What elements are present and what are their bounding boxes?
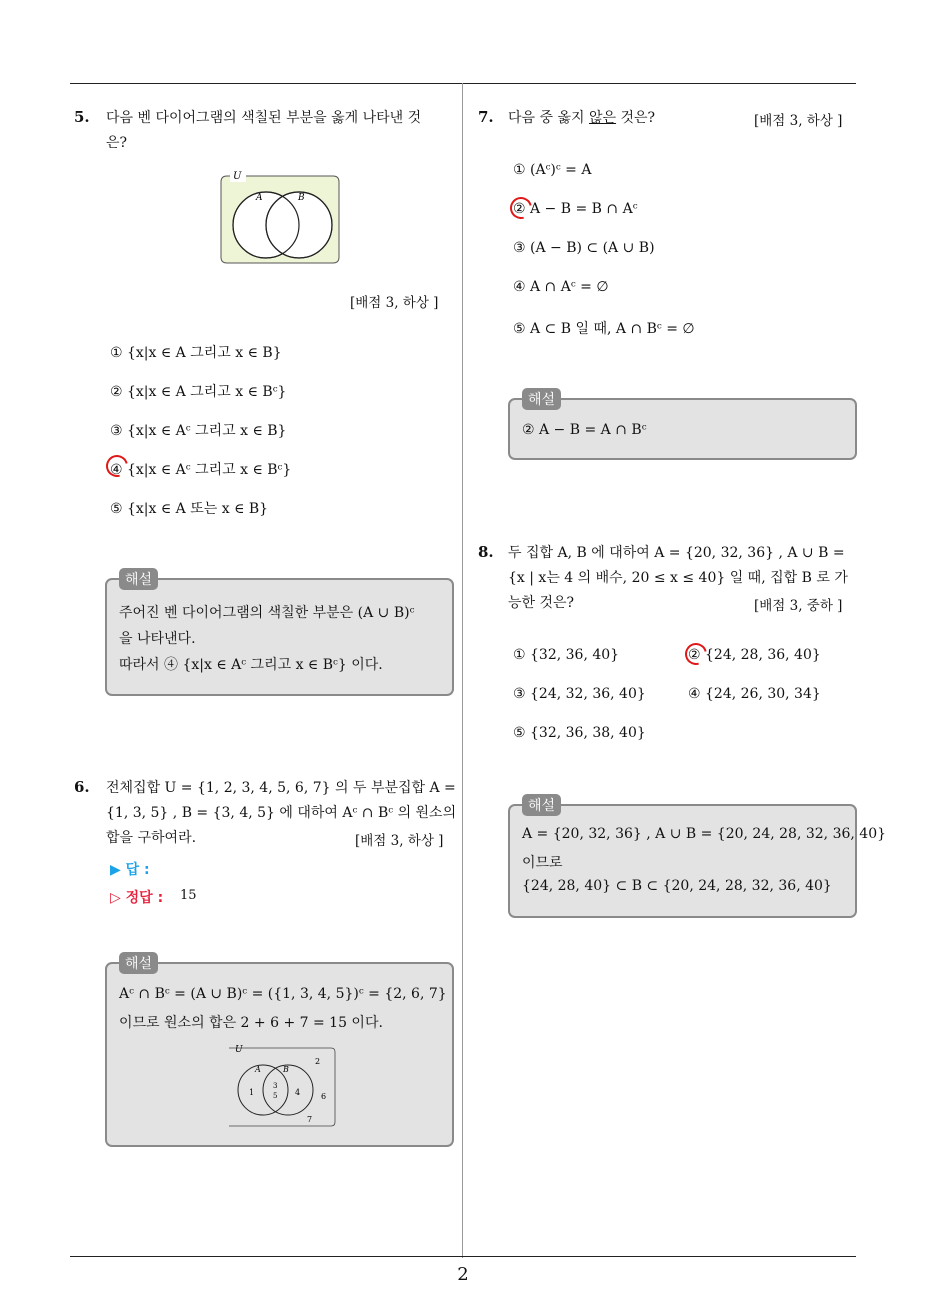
q8-choice-4[interactable]: ④ {24, 26, 30, 34} <box>688 686 821 702</box>
q5-venn-label-a: A <box>256 193 263 203</box>
q5-number: 5. <box>74 108 90 126</box>
q8-choice-2[interactable]: ② {24, 28, 36, 40} <box>688 647 821 663</box>
q7-text-post: 것은? <box>616 110 656 126</box>
q6-explanation-line1: Aᶜ ∩ Bᶜ = (A ∪ B)ᶜ = ({1, 3, 4, 5})ᶜ = {2, 6, 7} <box>119 986 447 1002</box>
q5-explanation-box <box>105 572 454 696</box>
q7-choice-3[interactable]: ③ (A − B) ⊂ (A ∪ B) <box>513 240 655 256</box>
q7-explanation-tag: 해설 <box>522 388 561 410</box>
q7-number: 7. <box>478 108 494 126</box>
q6-venn-label-a: A <box>255 1065 261 1074</box>
q5-explanation-line2: 을 나타낸다. <box>119 631 196 647</box>
q6-venn-num-7: 7 <box>307 1115 313 1124</box>
q7-choice-5[interactable]: ⑤ A ⊂ B 일 때, A ∩ Bᶜ = ∅ <box>513 321 695 337</box>
q8-explanation-line3: {24, 28, 40} ⊂ B ⊂ {20, 24, 28, 32, 36, 40} <box>522 878 832 894</box>
q6-number: 6. <box>74 778 90 796</box>
q6-venn-num-4: 4 <box>295 1088 301 1097</box>
page-number: 2 <box>457 1264 469 1285</box>
q5-venn-diagram <box>220 170 342 266</box>
top-rule <box>70 83 856 84</box>
q7-explanation-box <box>508 392 857 460</box>
q6-explanation-tag: 해설 <box>119 952 158 974</box>
q6-score: [배점 3, 하상 ] <box>355 833 444 849</box>
q5-explanation-line1: 주어진 벤 다이어그램의 색칠한 부분은 (A ∪ B)ᶜ <box>119 605 415 621</box>
q8-choice-5[interactable]: ⑤ {32, 36, 38, 40} <box>513 725 646 741</box>
q8-choice-3[interactable]: ③ {24, 32, 36, 40} <box>513 686 646 702</box>
q5-explanation-line3: 따라서 ④ {x|x ∈ Aᶜ 그리고 x ∈ Bᶜ} 이다. <box>119 657 383 673</box>
q6-explanation-box <box>105 956 454 1147</box>
q5-choice-1[interactable]: ① {x|x ∈ A 그리고 x ∈ B} <box>110 345 282 361</box>
q8-choice-1[interactable]: ① {32, 36, 40} <box>513 647 620 663</box>
q7-explanation-line1: ② A − B = A ∩ Bᶜ <box>522 422 647 438</box>
q6-venn-label-u: U <box>235 1045 243 1055</box>
q6-text-line2: {1, 3, 5} , B = {3, 4, 5} 에 대하여 Aᶜ ∩ Bᶜ 의 원소의 <box>106 805 457 821</box>
q6-venn-label-b: B <box>283 1065 289 1074</box>
q7-choice-2[interactable]: ② A − B = B ∩ Aᶜ <box>513 201 638 217</box>
q6-venn-num-5: 5 <box>273 1092 278 1100</box>
q5-choice-5[interactable]: ⑤ {x|x ∈ A 또는 x ∈ B} <box>110 501 269 517</box>
q6-venn-diagram <box>221 1042 341 1128</box>
q5-choice-2[interactable]: ② {x|x ∈ A 그리고 x ∈ Bᶜ} <box>110 384 287 400</box>
q6-text-line1: 전체집합 U = {1, 2, 3, 4, 5, 6, 7} 의 두 부분집합 A = <box>106 780 456 796</box>
q5-venn-label-b: B <box>298 193 305 203</box>
q8-explanation-box <box>508 798 887 918</box>
q7-score: [배점 3, 하상 ] <box>754 113 843 129</box>
q8-text-line3: 능한 것은? <box>508 595 575 611</box>
q6-explanation-line2: 이므로 원소의 합은 2 + 6 + 7 = 15 이다. <box>119 1015 383 1031</box>
column-divider <box>462 83 463 1258</box>
q5-venn-label-u: U <box>233 171 242 182</box>
q6-venn-num-2: 2 <box>315 1057 321 1066</box>
q5-choice-3[interactable]: ③ {x|x ∈ Aᶜ 그리고 x ∈ B} <box>110 423 287 439</box>
q7-choice-1[interactable]: ① (Aᶜ)ᶜ = A <box>513 162 592 178</box>
q8-explanation-line2: 이므로 <box>522 855 563 871</box>
q8-number: 8. <box>478 543 494 561</box>
q6-venn-num-1: 1 <box>249 1088 255 1097</box>
q5-text-line1: 다음 벤 다이어그램의 색칠된 부분을 옳게 나타낸 것 <box>106 110 422 126</box>
q7-text-pre: 다음 중 옳지 <box>508 110 589 126</box>
q6-answer-input-label[interactable]: ▶ 답 : <box>110 862 150 878</box>
q5-score: [배점 3, 하상 ] <box>350 295 439 311</box>
q8-score: [배점 3, 중하 ] <box>754 598 843 614</box>
q7-text-underline: 않은 <box>588 110 617 126</box>
bottom-rule <box>70 1256 856 1257</box>
q8-explanation-line1: A = {20, 32, 36} , A ∪ B = {20, 24, 28, 32, 36, 40} <box>522 826 887 842</box>
q8-text-line1: 두 집합 A, B 에 대하여 A = {20, 32, 36} , A ∪ B = <box>508 545 845 561</box>
q6-correct-value: 15 <box>180 888 197 903</box>
q8-explanation-tag: 해설 <box>522 794 561 816</box>
q7-choice-4[interactable]: ④ A ∩ Aᶜ = ∅ <box>513 279 609 295</box>
q6-venn-num-6: 6 <box>321 1092 327 1101</box>
q6-text-line3: 합을 구하여라. <box>106 830 197 846</box>
q7-text <box>508 106 655 131</box>
q8-text-line2: {x | x는 4 의 배수, 20 ≤ x ≤ 40} 일 때, 집합 B 로 가 <box>508 570 848 586</box>
q6-correct-label: ▷ 정답 : <box>110 890 164 906</box>
q5-explanation-tag: 해설 <box>119 568 158 590</box>
q6-venn-num-3: 3 <box>273 1082 278 1090</box>
q5-text-line2: 은? <box>106 135 128 151</box>
q5-choice-4[interactable]: ④ {x|x ∈ Aᶜ 그리고 x ∈ Bᶜ} <box>110 462 292 478</box>
